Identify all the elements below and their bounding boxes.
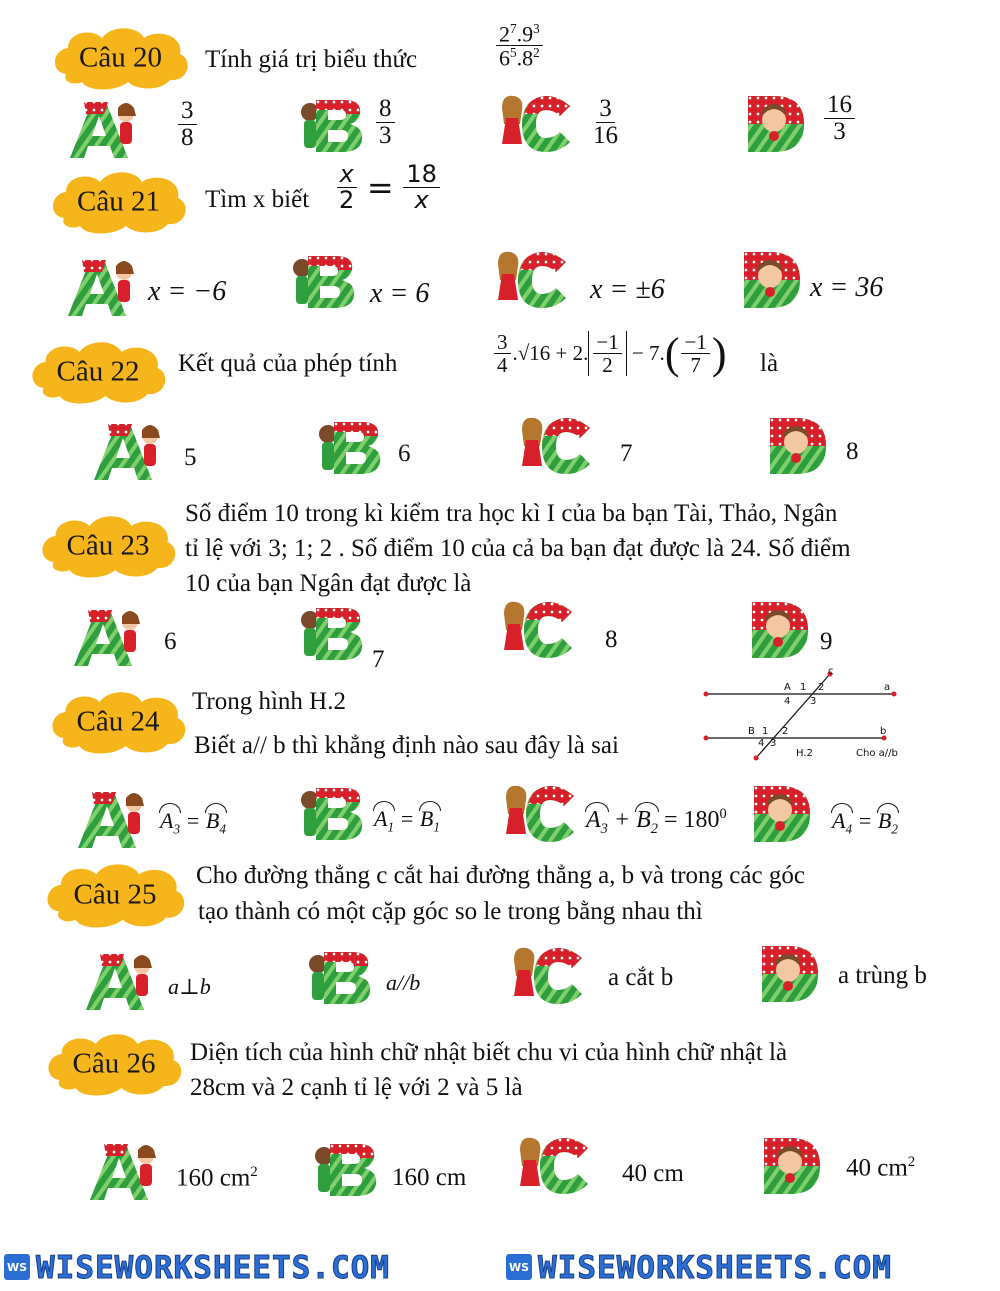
question-text-line: 10 của bạn Ngân đạt được là [185, 570, 472, 597]
question-badge [46, 168, 191, 236]
letter-c-icon[interactable] [518, 416, 598, 483]
question-text-line: Diện tích của hình chữ nhật biết chu vi của hình chữ nhật là [190, 1039, 788, 1066]
answer-a[interactable]: a⊥b [168, 974, 211, 999]
answer-b[interactable]: 6 [398, 440, 411, 467]
letter-c-icon[interactable] [502, 784, 582, 851]
answer-a[interactable]: 160 $cm^2$ [176, 1164, 258, 1192]
expression: $\frac{3}{4}$ .√16 + 2. $\frac{-1}{2}$ − 7.( $\frac{-1}{7}$ ) [492, 328, 726, 379]
letter-d-icon[interactable] [768, 416, 828, 481]
answer-d[interactable]: $\frac{16}{3}$ [822, 92, 857, 146]
question-label: Câu 25 [73, 878, 157, 911]
answer-c[interactable]: $A_3 + B_2 = 180^0$ [586, 806, 727, 837]
question-label: Câu 26 [72, 1047, 156, 1080]
question-text: Tìm x biết [205, 186, 310, 213]
question-badge [40, 860, 190, 930]
answer-a[interactable]: 5 [184, 444, 197, 471]
letter-c-icon[interactable] [500, 600, 580, 667]
answer-b[interactable]: 160 cm [392, 1164, 467, 1191]
brand-logo-icon: WS [4, 1254, 30, 1280]
letter-c-icon[interactable] [516, 1136, 596, 1203]
letter-d-icon[interactable] [752, 784, 812, 849]
answer-a[interactable]: 6 [164, 628, 177, 655]
answer-b[interactable]: $A_1 = B_1$ [374, 806, 440, 835]
question-text-line: tỉ lệ với 3; 1; 2 . Số điểm 10 của cả ba bạn đạt được là 24. Số điểm [185, 535, 851, 562]
answer-b[interactable]: x = 6 [370, 278, 430, 309]
footer-banner [0, 1250, 1000, 1286]
answer-c[interactable]: 40 cm [622, 1160, 684, 1187]
letter-b-icon[interactable] [290, 254, 360, 315]
answer-a[interactable]: $\frac{3}{8}$ [176, 98, 199, 152]
letter-d-icon[interactable] [750, 600, 810, 665]
question-badge [40, 1030, 188, 1098]
answer-c[interactable]: a cắt b [608, 964, 674, 991]
question-label: Câu 23 [66, 529, 150, 562]
question-text-line: tạo thành có một cặp góc so le trong bằng nhau thì [198, 898, 703, 925]
letter-a-icon[interactable] [90, 420, 170, 487]
letter-a-icon[interactable] [66, 98, 146, 165]
question-badge [34, 512, 182, 580]
letter-c-icon[interactable] [510, 946, 590, 1013]
answer-b[interactable]: 7 [372, 646, 385, 673]
answer-d[interactable]: 8 [846, 438, 859, 465]
letter-d-icon[interactable] [746, 94, 806, 159]
letter-c-icon[interactable] [498, 94, 578, 161]
answer-d[interactable]: 9 [820, 628, 833, 655]
question-label: Câu 22 [56, 355, 140, 388]
question-text: Tính giá trị biểu thức [205, 46, 418, 73]
letter-a-icon[interactable] [82, 950, 162, 1017]
letter-d-icon[interactable] [762, 1136, 822, 1201]
question-badge [48, 24, 193, 92]
answer-b[interactable]: a//b [386, 970, 421, 995]
question-label: Câu 21 [77, 185, 160, 218]
question-text-line: 28cm và 2 cạnh tỉ lệ với 2 và 5 là [190, 1074, 523, 1101]
question-badge [24, 338, 172, 406]
question-text: Kết quả của phép tính [178, 350, 398, 377]
expression: $\frac{x}{2}$ = $\frac{18}{x}$ [334, 162, 442, 213]
letter-b-icon[interactable] [316, 420, 386, 481]
answer-c[interactable]: 7 [620, 440, 633, 467]
question-suffix: là [760, 350, 779, 377]
question-label: Câu 20 [79, 41, 162, 74]
answer-c[interactable]: 8 [605, 626, 618, 653]
answer-c[interactable]: x = ±6 [590, 274, 665, 305]
question-text-line: Biết a// b thì khẳng định nào sau đây là sai [194, 732, 619, 759]
question-text-line: Trong hình H.2 [192, 688, 346, 715]
letter-a-icon[interactable] [74, 788, 154, 855]
question-text-line: Cho đường thẳng c cắt hai đường thẳng a, b và trong các góc [196, 862, 805, 889]
answer-d[interactable]: x = 36 [810, 272, 884, 303]
answer-d[interactable]: 40 $cm^2$ [846, 1154, 916, 1182]
question-text-line: Số điểm 10 trong kì kiểm tra học kì I của ba bạn Tài, Thảo, Ngân [185, 500, 838, 527]
answer-b[interactable]: $\frac{8}{3}$ [374, 96, 397, 150]
letter-b-icon[interactable] [312, 1142, 382, 1203]
letter-a-icon[interactable] [64, 256, 144, 323]
letter-a-icon[interactable] [86, 1140, 166, 1207]
answer-a[interactable]: $A_3 = B_4$ [160, 808, 226, 837]
answer-d[interactable]: $A_4 = B_2$ [832, 808, 898, 837]
letter-b-icon[interactable] [298, 98, 368, 159]
letter-b-icon[interactable] [306, 950, 376, 1011]
brand-text: WISEWORKSHEETS.COM [538, 1250, 892, 1286]
answer-d[interactable]: a trùng b [838, 962, 927, 989]
brand-logo-icon: WS [506, 1254, 532, 1280]
brand-text: WISEWORKSHEETS.COM [36, 1250, 390, 1286]
letter-b-icon[interactable] [298, 606, 368, 667]
letter-a-icon[interactable] [70, 606, 150, 673]
geometry-figure: c a b A 1 2 4 3 B 1 2 4 3 H.2 Cho a//b [700, 670, 930, 764]
letter-c-icon[interactable] [494, 250, 574, 317]
letter-d-icon[interactable] [760, 944, 820, 1009]
answer-a[interactable]: x = −6 [148, 276, 227, 307]
question-label: Câu 24 [76, 705, 160, 738]
letter-d-icon[interactable] [742, 250, 802, 315]
answer-c[interactable]: $\frac{3}{16}$ [593, 95, 618, 150]
question-badge [44, 688, 192, 756]
letter-b-icon[interactable] [298, 786, 368, 847]
expression: $\frac{2^7.9^3}{6^5.8^2}$ [494, 22, 545, 70]
